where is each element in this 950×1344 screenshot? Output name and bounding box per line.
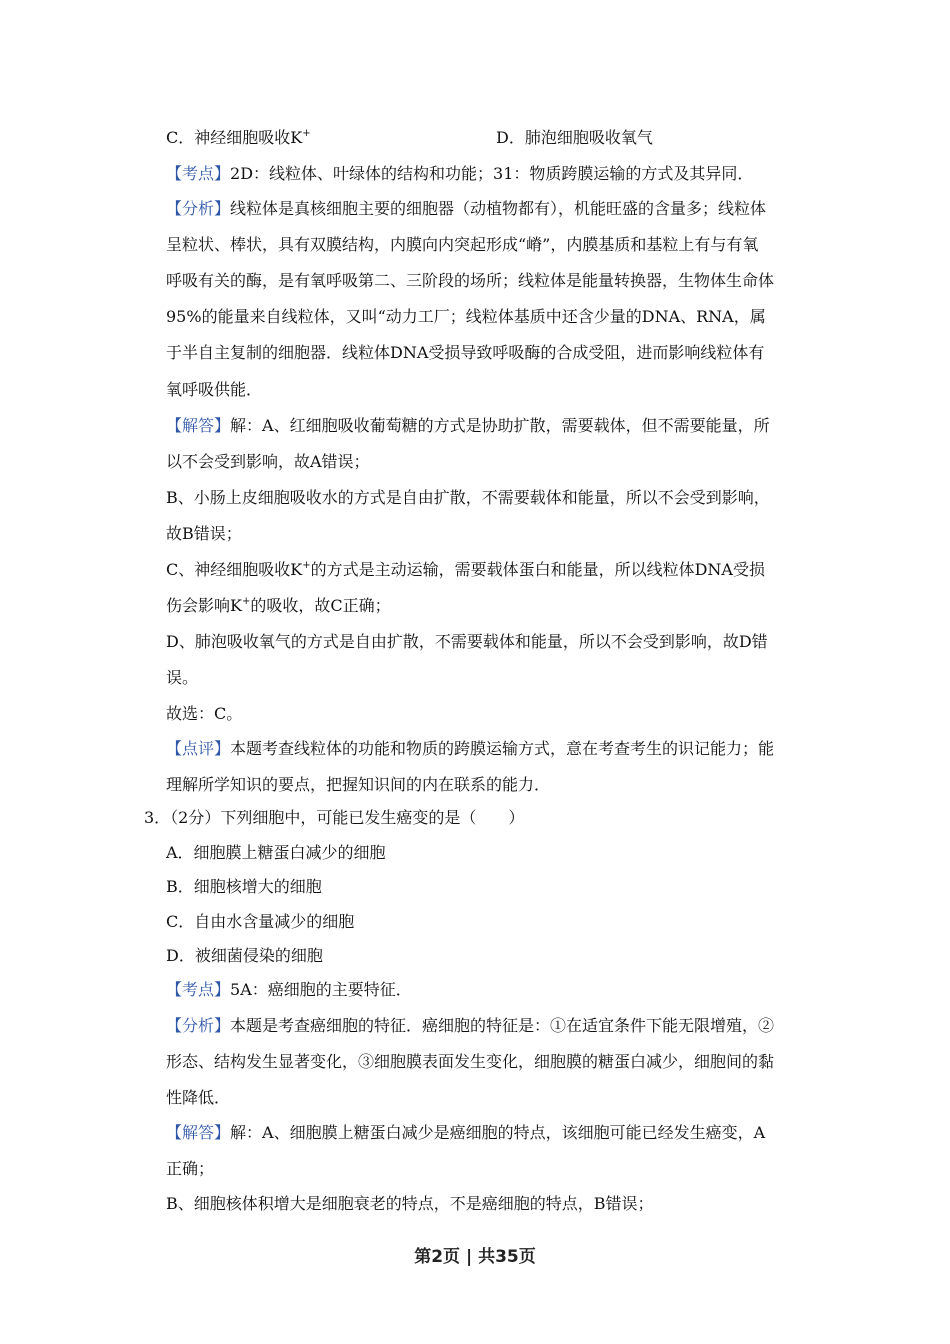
kaodian-tag: 【考点】 [166, 980, 231, 999]
jieda-tag: 【解答】 [166, 416, 231, 435]
kaodian-line: 【考点】2D：线粒体、叶绿体的结构和功能；31：物质跨膜运输的方式及其异同． [166, 164, 754, 183]
option-b: B．细胞核增大的细胞 [166, 877, 322, 896]
kaodian-line: 【考点】5A：癌细胞的主要特征． [166, 980, 412, 999]
page-footer: 第2页 | 共35页 [414, 1247, 536, 1267]
fenxi-line: 95%的能量来自线粒体，又叫“动力工厂；线粒体基质中还含少量的DNA、RNA，属 [166, 307, 766, 326]
fenxi-line: 【分析】线粒体是真核细胞主要的细胞器（动植物都有），机能旺盛的含量多；线粒体 [166, 199, 767, 218]
jieda-line: 故B错误； [166, 524, 242, 543]
jieda-line: B、小肠上皮细胞吸收水的方式是自由扩散，不需要载体和能量，所以不会受到影响， [166, 488, 770, 507]
option-c: C．自由水含量减少的细胞 [166, 912, 355, 931]
fenxi-line: 氧呼吸供能． [166, 380, 263, 399]
jieda-line: B、细胞核体积增大是细胞衰老的特点，不是癌细胞的特点，B错误； [166, 1194, 654, 1213]
dianping-line: 【点评】本题考查线粒体的功能和物质的跨膜运输方式，意在考查考生的识记能力；能 [166, 739, 775, 758]
jieda-line: D、肺泡吸收氧气的方式是自由扩散，不需要载体和能量，所以不会受到影响，故D错 [166, 632, 768, 651]
jieda-line: 【解答】解：A、红细胞吸收葡萄糖的方式是协助扩散，需要载体，但不需要能量，所 [166, 416, 770, 435]
question-stem: 3．（2分）下列细胞中，可能已发生癌变的是（ ） [144, 808, 525, 827]
jieda-line: 伤会影响K+的吸收，故C正确； [166, 596, 391, 615]
jieda-line: C、神经细胞吸收K+的方式是主动运输，需要载体蛋白和能量，所以线粒体DNA受损 [166, 560, 765, 579]
jieda-line: 正确； [166, 1159, 215, 1178]
fenxi-line: 呈粒状、棒状，具有双膜结构，内膜向内突起形成“嵴”，内膜基质和基粒上有与有氧 [166, 235, 759, 254]
option-a: A．细胞膜上糖蛋白减少的细胞 [166, 843, 386, 862]
jieda-tag: 【解答】 [166, 1123, 231, 1142]
fenxi-line: 呼吸有关的酶，是有氧呼吸第二、三阶段的场所；线粒体是能量转换器，生物体生命体 [166, 271, 775, 290]
answer-line: 故选：C。 [166, 704, 243, 723]
fenxi-line: 于半自主复制的细胞器．线粒体DNA受损导致呼吸酶的合成受阻，进而影响线粒体有 [166, 343, 765, 362]
jieda-line: 误。 [166, 668, 199, 687]
dianping-tag: 【点评】 [166, 739, 231, 758]
option-d: D．肺泡细胞吸收氧气 [496, 128, 653, 147]
fenxi-line: 性降低． [166, 1088, 231, 1107]
fenxi-line: 形态、结构发生显著变化，③细胞膜表面发生变化，细胞膜的糖蛋白减少，细胞间的黏 [166, 1052, 775, 1071]
dianping-line: 理解所学知识的要点，把握知识间的内在联系的能力． [166, 775, 551, 794]
option-d: D．被细菌侵染的细胞 [166, 946, 323, 965]
kaodian-tag: 【考点】 [166, 164, 231, 183]
fenxi-tag: 【分析】 [166, 1016, 231, 1035]
jieda-line: 【解答】解：A、细胞膜上糖蛋白减少是癌细胞的特点，该细胞可能已经发生癌变，A [166, 1123, 766, 1142]
fenxi-tag: 【分析】 [166, 199, 231, 218]
fenxi-line: 【分析】本题是考查癌细胞的特征．癌细胞的特征是：①在适宜条件下能无限增殖，② [166, 1016, 775, 1035]
option-c: C．神经细胞吸收K+ [166, 128, 311, 147]
jieda-line: 以不会受到影响，故A错误； [166, 452, 370, 471]
